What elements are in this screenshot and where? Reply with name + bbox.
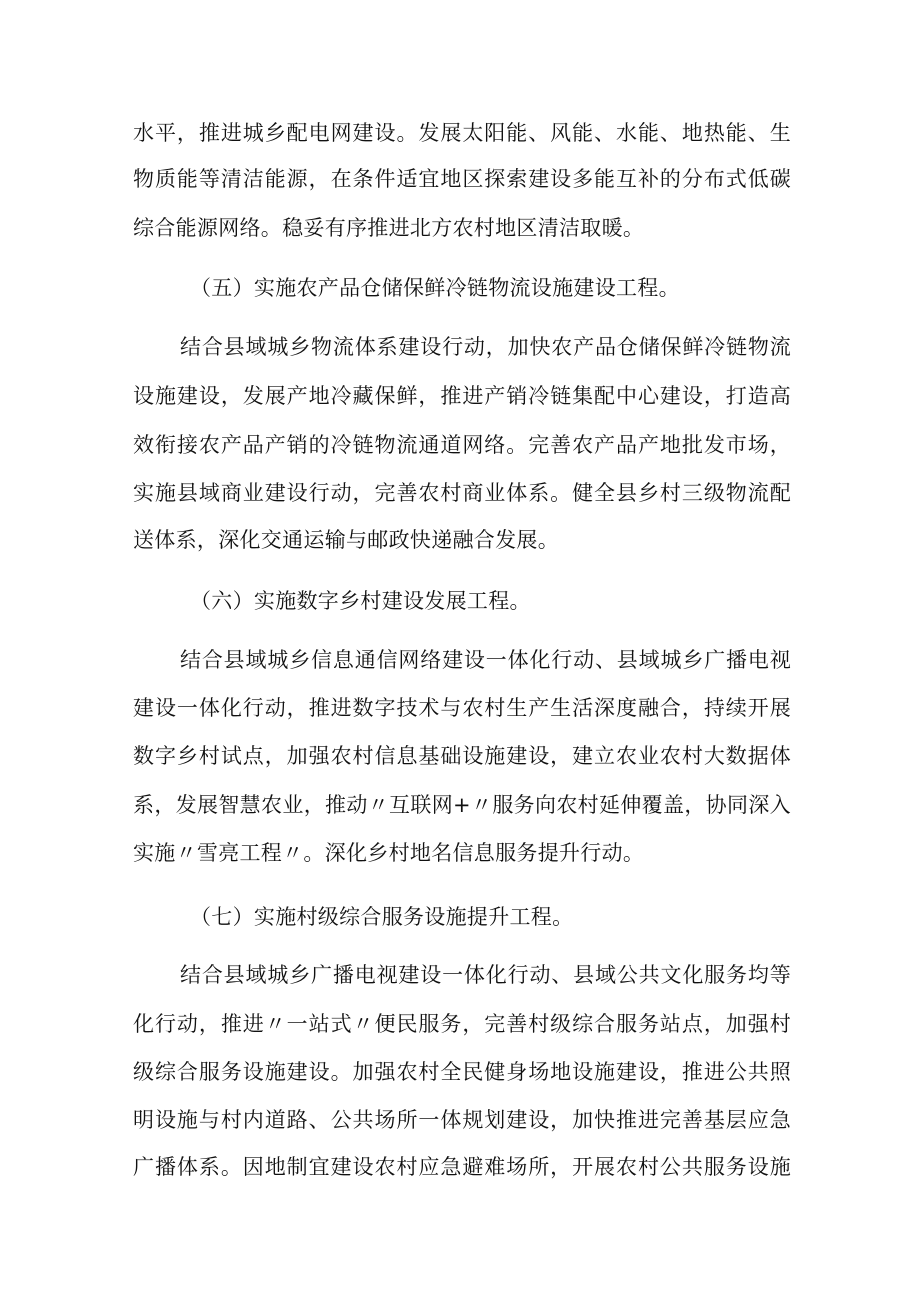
- paragraph-line: 级综合服务设施建设。加强农村全民健身场地设施建设，推进公共照: [133, 1060, 791, 1084]
- paragraph-line: 建设一体化行动，推进数字技术与农村生产生活深度融合，持续开展: [133, 696, 791, 720]
- paragraph-line: 物质能等清洁能源，在条件适宜地区探索建设多能互补的分布式低碳: [133, 167, 791, 191]
- paragraph-line: 系，发展智慧农业，推动〃互联网+〃服务向农村延伸覆盖，协同深入: [133, 793, 791, 817]
- paragraph-line: 化行动，推进〃一站式〃便民服务，完善村级综合服务站点，加强村: [133, 1012, 791, 1036]
- section-heading: （六）实施数字乡村建设发展工程。: [190, 589, 531, 613]
- paragraph-line: 结合县域城乡广播电视建设一体化行动、县域公共文化服务均等: [180, 963, 791, 987]
- section-heading: （七）实施村级综合服务设施提升工程。: [190, 905, 574, 929]
- paragraph-line: 结合县域城乡信息通信网络建设一体化行动、县域城乡广播电视: [180, 648, 791, 672]
- paragraph-line: 实施〃雪亮工程〃。深化乡村地名信息服务提升行动。: [133, 841, 645, 865]
- paragraph-line: 设施建设，发展产地冷藏保鲜，推进产销冷链集配中心建设，打造高: [133, 384, 791, 408]
- paragraph-line: 数字乡村试点，加强农村信息基础设施建设，建立农业农村大数据体: [133, 744, 791, 768]
- paragraph-line: 效衔接农产品产销的冷链物流通道网络。完善农产品产地批发市场，: [133, 433, 791, 457]
- paragraph-line: 水平，推进城乡配电网建设。发展太阳能、风能、水能、地热能、生: [133, 121, 791, 145]
- paragraph-line: 实施县域商业建设行动，完善农村商业体系。健全县乡村三级物流配: [133, 481, 791, 505]
- paragraph-line: 送体系，深化交通运输与邮政快递融合发展。: [133, 528, 559, 552]
- paragraph-line: 结合县域城乡物流体系建设行动，加快农产品仓储保鲜冷链物流: [180, 335, 791, 359]
- paragraph-line: 广播体系。因地制宜建设农村应急避难场所，开展农村公共服务设施: [133, 1155, 791, 1179]
- paragraph-line: 明设施与村内道路、公共场所一体规划建设，加快推进完善基层应急: [133, 1108, 791, 1132]
- paragraph-line: 综合能源网络。稳妥有序推进北方农村地区清洁取暖。: [133, 216, 645, 240]
- section-heading: （五）实施农产品仓储保鲜冷链物流设施建设工程。: [190, 276, 680, 300]
